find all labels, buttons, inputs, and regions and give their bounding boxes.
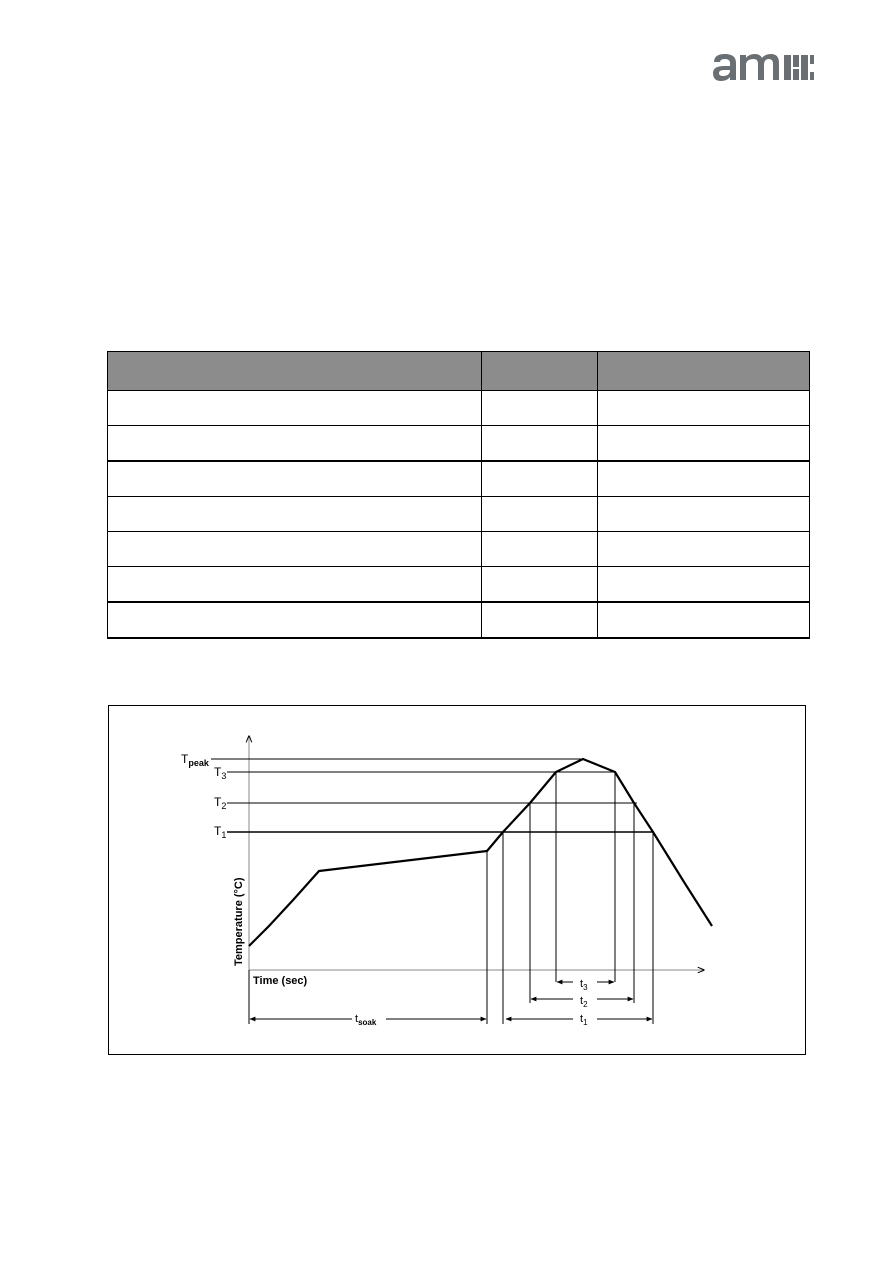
t2-label: $T_2$ xyxy=(214,795,227,811)
table-row xyxy=(108,426,810,462)
table-cell xyxy=(482,602,598,638)
table-row xyxy=(108,497,810,532)
table-header-cell xyxy=(482,352,598,391)
table-cell xyxy=(598,461,810,497)
table-cell xyxy=(598,497,810,532)
table-cell xyxy=(108,602,482,638)
t1-label: $T_1$ xyxy=(214,824,227,840)
t1-time-label: $t_1$ xyxy=(580,1013,588,1027)
table-row xyxy=(108,602,810,638)
logo-text: ams xyxy=(712,48,714,49)
t3-label: $T_3$ xyxy=(214,765,227,781)
table-cell xyxy=(108,567,482,603)
tpeak-label: $T_{peak}$ xyxy=(181,752,209,768)
reflow-profile-diagram xyxy=(109,706,807,1056)
table-cell xyxy=(482,532,598,567)
t3-time-label: $t_3$ xyxy=(580,978,588,992)
table-cell xyxy=(598,567,810,603)
reflow-profile-figure xyxy=(108,705,806,1055)
table-row xyxy=(108,461,810,497)
table-cell xyxy=(482,391,598,426)
table-cell xyxy=(482,461,598,497)
table-cell xyxy=(108,391,482,426)
table-cell xyxy=(108,461,482,497)
table-cell xyxy=(598,391,810,426)
table-cell xyxy=(598,602,810,638)
table-header-cell xyxy=(108,352,482,391)
y-axis-label: Temperature (°C) xyxy=(233,877,245,966)
ams-logo xyxy=(712,48,816,84)
table-cell xyxy=(482,567,598,603)
table-row xyxy=(108,567,810,603)
table-cell xyxy=(598,532,810,567)
tsoak-time-label: $t_{soak}$ xyxy=(355,1013,377,1027)
reflow-profile-curve xyxy=(249,759,712,946)
table-cell xyxy=(482,426,598,462)
table-header-cell xyxy=(598,352,810,391)
table-cell xyxy=(598,426,810,462)
table-cell xyxy=(108,497,482,532)
x-axis-label: Time (sec) xyxy=(253,975,308,987)
t2-time-label: $t_2$ xyxy=(580,995,588,1009)
table-cell xyxy=(108,532,482,567)
table-row xyxy=(108,532,810,567)
table-cell xyxy=(482,497,598,532)
table-cell xyxy=(108,426,482,462)
data-table xyxy=(107,351,810,639)
table-header-row xyxy=(108,352,810,391)
table-row xyxy=(108,391,810,426)
